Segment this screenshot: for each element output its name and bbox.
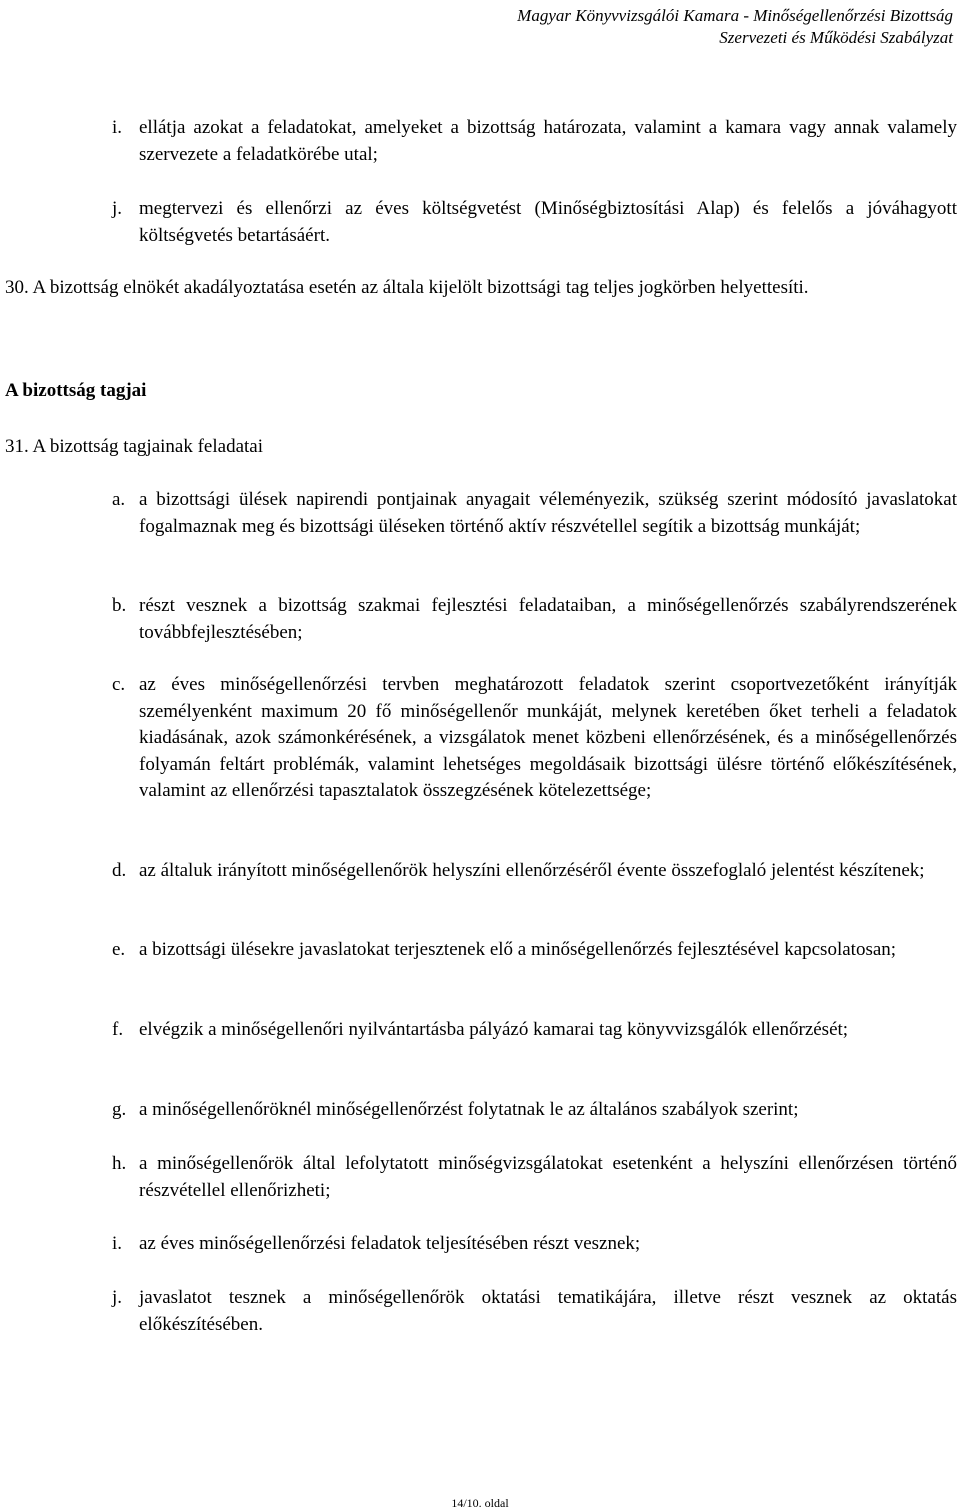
- list-item-i-top: [112, 115, 957, 168]
- item-text: a minőségellenőröknél minőségellenőrzést folytatnak le az általános szabályok szerint;: [139, 1099, 799, 1120]
- list-item-j: [112, 1285, 957, 1338]
- item-text: megtervezi és ellenőrzi az éves költségvetést (Minőségbiztosítási Alap) és felelős a jóváhagyott költségvetés betartásáért.: [139, 198, 957, 246]
- item-text: javaslatot tesznek a minőségellenőrök oktatási tematikájára, illetve részt vesznek az oktatás előkészítésében.: [139, 1287, 957, 1335]
- item-label: f.: [112, 1019, 124, 1040]
- item-label: g.: [112, 1099, 127, 1120]
- item-label: a.: [112, 489, 126, 510]
- item-label: e.: [112, 939, 126, 960]
- list-item-j-top: [112, 196, 957, 249]
- subheading-31: 31. A bizottság tagjainak feladatai: [5, 436, 264, 457]
- item-text: az éves minőségellenőrzési tervben meghatározott feladatok szerint csoportvezetőként irányítják személyenként maximum 20 fő minőségellenőr munkáját, melynek keretében őket terheli a feladatok kiadásának, azok számonkérésének, a vizsgálatok menet közbeni ellenőrzésének, és a minőségellenőrzés folyamán feltárt problémák, valamint lehetséges megoldásaik bizottsági ülésre történő előkészítésének, valamint az ellenőrzési tapasztalatok összegzésének kötelezettsége;: [139, 674, 957, 801]
- section-heading: A bizottság tagjai: [5, 380, 147, 401]
- item-label: i.: [112, 1233, 123, 1254]
- item-label: b.: [112, 595, 127, 616]
- header-line-2: Szervezeti és Működési Szabályzat: [719, 28, 953, 47]
- header-line-1: Magyar Könyvvizsgálói Kamara - Minőségellenőrzési Bizottság: [517, 6, 953, 25]
- list-item-f: [112, 1017, 957, 1044]
- item-text: részt vesznek a bizottság szakmai fejlesztési feladataiban, a minőségellenőrzés szabályrendszerének továbbfejlesztésében;: [139, 595, 957, 643]
- item-label: d.: [112, 860, 127, 881]
- item-label: i.: [112, 117, 123, 138]
- list-item-i: [112, 1231, 957, 1258]
- item-text: ellátja azokat a feladatokat, amelyeket a bizottság határozata, valamint a kamara vagy annak valamely szervezete a feladatkörébe utal;: [139, 117, 957, 165]
- list-item-g: [112, 1097, 957, 1124]
- item-text: a bizottsági ülések napirendi pontjainak anyagait véleményezik, szükség szerint módosító javaslatokat fogalmaznak meg és bizottsági üléseken történő aktív részvétellel segítik a bizottság munkáját;: [139, 489, 957, 537]
- list-item-d: [112, 858, 957, 885]
- item-text: a minőségellenőrök által lefolytatott minőségvizsgálatokat esetenként a helyszíni ellenőrzésen történő részvétellel ellenőrizheti;: [139, 1153, 957, 1201]
- list-item-e: [112, 937, 957, 964]
- item-text: elvégzik a minőségellenőri nyilvántartásba pályázó kamarai tag könyvvizsgálók ellenőrzését;: [139, 1019, 849, 1040]
- page-number: 14/10. oldal: [451, 1496, 509, 1510]
- item-label: j.: [112, 1287, 123, 1308]
- paragraph-30: 30. A bizottság elnökét akadályoztatása esetén az általa kijelölt bizottsági tag teljes jogkörben helyettesíti.: [5, 277, 809, 298]
- list-item-a: [112, 487, 957, 540]
- page-header: [517, 5, 953, 49]
- item-label: c.: [112, 674, 126, 695]
- list-item-b: [112, 593, 957, 646]
- item-label: h.: [112, 1153, 127, 1174]
- item-text: a bizottsági ülésekre javaslatokat terjesztenek elő a minőségellenőrzés fejlesztésével kapcsolatosan;: [139, 939, 897, 960]
- item-label: j.: [112, 198, 123, 219]
- list-item-h: [112, 1151, 957, 1204]
- item-text: az éves minőségellenőrzési feladatok teljesítésében részt vesznek;: [139, 1233, 641, 1254]
- item-text: az általuk irányított minőségellenőrök helyszíni ellenőrzéséről évente összefoglaló jelentést készítenek;: [139, 860, 925, 881]
- list-item-c: [112, 672, 957, 805]
